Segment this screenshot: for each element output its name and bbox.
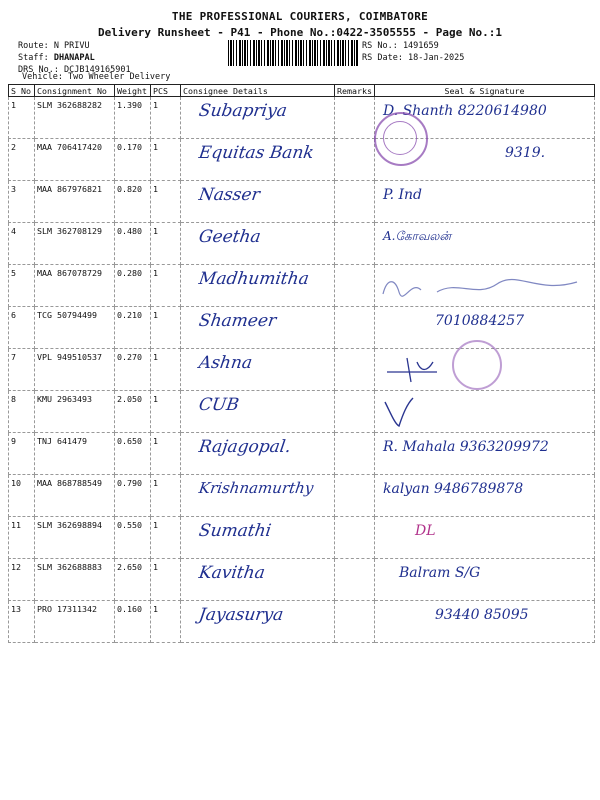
col-weight: Weight [115, 85, 151, 97]
cell-pcs: 1 [151, 601, 181, 643]
cell-weight: 0.210 [115, 307, 151, 349]
cell-weight: 0.170 [115, 139, 151, 181]
cell-pcs: 1 [151, 559, 181, 601]
cell-signature [375, 475, 595, 517]
consignee-handwriting: Rajagopal. [197, 437, 293, 457]
runsheet-table [8, 84, 595, 643]
document-title: THE PROFESSIONAL COURIERS, COIMBATORE [171, 10, 429, 23]
table-row [9, 181, 595, 223]
cell-sno: 3 [9, 181, 35, 223]
cell-sno: 8 [9, 391, 35, 433]
signature-handwriting: DL [415, 523, 436, 539]
cell-signature [375, 181, 595, 223]
consignee-handwriting: Krishnamurthy [197, 479, 315, 497]
col-remarks: Remarks [335, 85, 375, 97]
cell-remarks [335, 307, 375, 349]
cell-pcs: 1 [151, 391, 181, 433]
staff-text [18, 52, 131, 64]
staff-value: DHANAPAL [53, 53, 95, 63]
cell-pcs: 1 [151, 181, 181, 223]
cell-consignment: MAA 706417420 [35, 139, 115, 181]
staff-label: Staff: [18, 53, 54, 63]
cell-remarks [335, 559, 375, 601]
rs-date: RS Date: 18-Jan-2025 [362, 53, 465, 63]
route-text: Route: N PRIVU [18, 41, 90, 51]
cell-consignment: SLM 362708129 [35, 223, 115, 265]
document-subtitle: Delivery Runsheet - P41 - Phone No.:0422-3505555 - Page No.:1 [98, 26, 502, 39]
cell-pcs: 1 [151, 349, 181, 391]
company-seal-stamp [452, 340, 502, 390]
cell-remarks [335, 181, 375, 223]
cell-consignee [181, 391, 335, 433]
consignee-handwriting: Equitas Bank [197, 143, 316, 163]
table-row [9, 559, 595, 601]
cell-consignment: SLM 362698894 [35, 517, 115, 559]
signature-handwriting: D. Shanth 8220614980 [383, 103, 547, 119]
cell-sno: 9 [9, 433, 35, 475]
barcode [228, 40, 358, 66]
cell-consignee [181, 139, 335, 181]
table-row [9, 517, 595, 559]
cell-signature [375, 433, 595, 475]
col-sno: S No [9, 85, 35, 97]
cell-consignment: MAA 868788549 [35, 475, 115, 517]
table-row [9, 349, 595, 391]
signature-scribble [377, 394, 593, 430]
cell-signature [375, 601, 595, 643]
consignee-handwriting: Kavitha [197, 563, 267, 583]
consignee-handwriting: Geetha [197, 227, 263, 247]
col-seal-signature: Seal & Signature [375, 85, 595, 97]
cell-remarks [335, 265, 375, 307]
cell-consignee [181, 181, 335, 223]
company-seal-stamp [374, 112, 428, 166]
cell-weight: 0.270 [115, 349, 151, 391]
cell-weight: 1.390 [115, 97, 151, 139]
drs-text: DRS No.: DCJB149165901 [18, 65, 131, 75]
consignee-handwriting: CUB [197, 395, 241, 415]
signature-handwriting: 9319. [505, 145, 546, 161]
cell-pcs: 1 [151, 139, 181, 181]
consignee-handwriting: Jayasurya [197, 605, 285, 625]
signature-scribble [377, 268, 593, 304]
cell-pcs: 1 [151, 475, 181, 517]
table-row [9, 139, 595, 181]
consignee-handwriting: Madhumitha [197, 269, 311, 289]
cell-remarks [335, 223, 375, 265]
cell-signature [375, 559, 595, 601]
cell-signature [375, 265, 595, 307]
cell-remarks [335, 139, 375, 181]
cell-sno: 5 [9, 265, 35, 307]
cell-sno: 7 [9, 349, 35, 391]
cell-consignee [181, 307, 335, 349]
cell-signature [375, 517, 595, 559]
consignee-handwriting: Ashna [197, 353, 254, 373]
table-row [9, 433, 595, 475]
cell-weight: 0.280 [115, 265, 151, 307]
cell-remarks [335, 433, 375, 475]
cell-consignee [181, 433, 335, 475]
cell-weight: 0.160 [115, 601, 151, 643]
meta-right [362, 40, 464, 64]
cell-consignee [181, 223, 335, 265]
signature-handwriting: 7010884257 [435, 313, 525, 329]
cell-consignment: TNJ 641479 [35, 433, 115, 475]
signature-handwriting: Balram S/G [399, 565, 481, 581]
consignee-handwriting: Sumathi [197, 521, 273, 541]
rs-number: RS No.: 1491659 [362, 41, 439, 51]
table-row [9, 265, 595, 307]
signature-handwriting: P. Ind [383, 187, 422, 203]
cell-sno: 4 [9, 223, 35, 265]
cell-consignment: SLM 362688883 [35, 559, 115, 601]
cell-consignee [181, 517, 335, 559]
cell-consignment: MAA 867976821 [35, 181, 115, 223]
cell-sno: 12 [9, 559, 35, 601]
cell-consignment: KMU 2963493 [35, 391, 115, 433]
cell-consignment: PRO 17311342 [35, 601, 115, 643]
cell-remarks [335, 517, 375, 559]
table-header-row [9, 85, 595, 97]
cell-sno: 11 [9, 517, 35, 559]
table-row [9, 601, 595, 643]
cell-signature [375, 223, 595, 265]
cell-weight: 0.790 [115, 475, 151, 517]
table-row [9, 391, 595, 433]
cell-weight: 2.650 [115, 559, 151, 601]
cell-remarks [335, 349, 375, 391]
cell-signature [375, 391, 595, 433]
cell-consignee [181, 97, 335, 139]
col-consignment: Consignment No [35, 85, 115, 97]
table-row [9, 97, 595, 139]
col-consignee: Consignee Details [181, 85, 335, 97]
cell-sno: 13 [9, 601, 35, 643]
consignee-handwriting: Nasser [197, 185, 262, 205]
cell-remarks [335, 391, 375, 433]
table-row [9, 475, 595, 517]
vehicle-text: Vehicle: Two Wheeler Delivery [22, 72, 171, 82]
cell-pcs: 1 [151, 517, 181, 559]
signature-handwriting: R. Mahala 9363209972 [383, 439, 549, 455]
cell-weight: 0.480 [115, 223, 151, 265]
cell-consignee [181, 349, 335, 391]
signature-handwriting: 93440 85095 [435, 607, 529, 623]
cell-weight: 2.050 [115, 391, 151, 433]
cell-consignment: TCG 50794499 [35, 307, 115, 349]
consignee-handwriting: Subapriya [197, 101, 289, 121]
cell-consignee [181, 601, 335, 643]
signature-handwriting: kalyan 9486789878 [383, 481, 524, 497]
cell-sno: 10 [9, 475, 35, 517]
cell-weight: 0.650 [115, 433, 151, 475]
cell-pcs: 1 [151, 433, 181, 475]
cell-remarks [335, 475, 375, 517]
cell-remarks [335, 601, 375, 643]
cell-consignment: VPL 949510537 [35, 349, 115, 391]
cell-sno: 6 [9, 307, 35, 349]
cell-pcs: 1 [151, 265, 181, 307]
col-pcs: PCS [151, 85, 181, 97]
cell-pcs: 1 [151, 97, 181, 139]
cell-remarks [335, 97, 375, 139]
cell-sno: 1 [9, 97, 35, 139]
cell-consignee [181, 559, 335, 601]
cell-weight: 0.550 [115, 517, 151, 559]
signature-handwriting: A.கோவலன் [383, 229, 452, 243]
table-row [9, 223, 595, 265]
cell-consignee [181, 475, 335, 517]
cell-sno: 2 [9, 139, 35, 181]
cell-consignment: SLM 362688282 [35, 97, 115, 139]
consignee-handwriting: Shameer [197, 311, 278, 331]
table-row [9, 307, 595, 349]
cell-weight: 0.820 [115, 181, 151, 223]
cell-pcs: 1 [151, 307, 181, 349]
cell-consignment: MAA 867078729 [35, 265, 115, 307]
cell-pcs: 1 [151, 223, 181, 265]
cell-consignee [181, 265, 335, 307]
